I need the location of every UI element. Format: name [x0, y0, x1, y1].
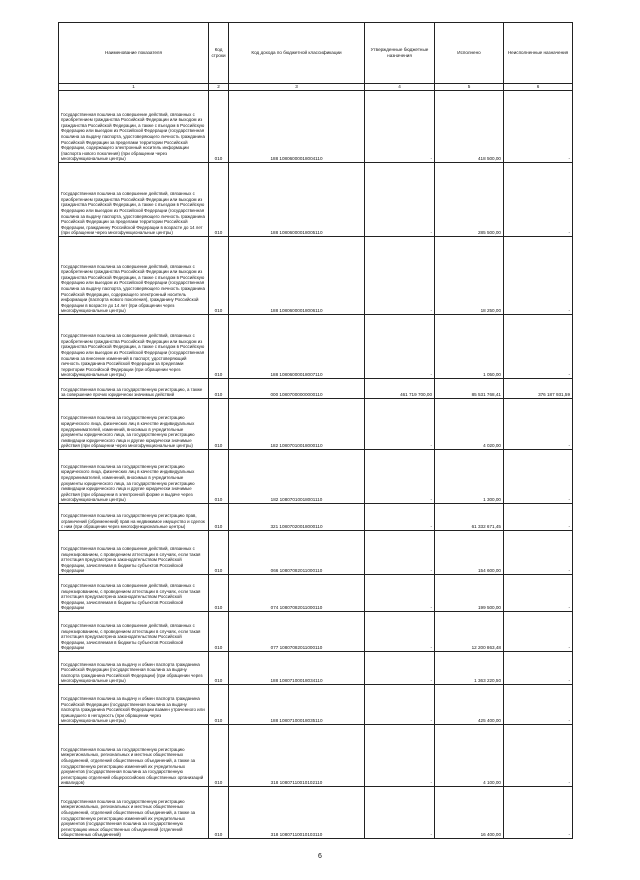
row-name: Государственная пошлина за государственную регистрацию прав, ограничений (обременений) прав на недвижимое имущество и сделок с ним (при обращении через многофункциональные центры): [59, 504, 209, 531]
row-name: Государственная пошлина за совершение действий, связанных с приобретением гражданства Российской Федерации или выходом из гражданства Российской Федерации, а также с въездом в Российскую Федерацию или выездом из Российской Федерации (государственная пошлина за внесение изменений в паспорт, удостоверяющий личность гражданина Российской Федерации за пределами территории Российской Федерации (при обращении через многофункциональные центры): [59, 315, 209, 379]
row-executed: 285 500,00: [435, 163, 504, 237]
row-code: 010: [209, 787, 229, 839]
row-code: 010: [209, 685, 229, 725]
column-number: 5: [435, 84, 504, 91]
row-executed: 4 020,00: [435, 399, 504, 450]
table-row: [59, 575, 573, 612]
page-number: 6: [318, 853, 322, 860]
header-executed: Исполнено: [435, 23, 504, 84]
header-code: Код строки: [209, 23, 229, 84]
row-approved: -: [365, 652, 435, 685]
table-row: [59, 163, 573, 237]
row-unexecuted: 376 187 931,59: [504, 379, 573, 399]
row-kbk: 188 10807100018035110: [229, 685, 365, 725]
row-approved: -: [365, 531, 435, 575]
row-name: Государственная пошлина за совершение действий, связанных с приобретением гражданства Российской Федерации или выходом из гражданства Российской Федерации, а также с въездом в Российскую Федерацию или выездом из Российской Федерации (государственная пошлина за выдачу паспорта, удостоверяющего личность гражданина Российской Федерации за пределами территории Российской Федерации, гражданину Российской Федерации в возрасте до 14 лет (при обращении через многофункциональные центры): [59, 163, 209, 237]
column-number: 4: [365, 84, 435, 91]
row-unexecuted: -: [504, 685, 573, 725]
table-row: [59, 450, 573, 504]
row-name: Государственная пошлина за совершение действий, связанных с приобретением гражданства Российской Федерации или выходом из гражданства Российской Федерации, а также с въездом в Российскую Федерацию или выездом из Российской Федерации (государственная пошлина за выдачу паспорта, удостоверяющего личность гражданина Российской Федерации за пределами территории Российской Федерации, содержащего электронный носитель информации (паспорта нового поколения) (при обращении через многофункциональные центры): [59, 91, 209, 163]
row-code: 010: [209, 531, 229, 575]
row-approved: -: [365, 787, 435, 839]
row-executed: 18 250,00: [435, 237, 504, 315]
row-code: 010: [209, 399, 229, 450]
table-row: [59, 725, 573, 787]
table-row: [59, 237, 573, 315]
table-row: [59, 504, 573, 531]
row-kbk: 000 10807000000000110: [229, 379, 365, 399]
row-approved: 461 719 700,00: [365, 379, 435, 399]
table-row: [59, 315, 573, 379]
row-executed: 85 531 768,41: [435, 379, 504, 399]
row-approved: -: [365, 575, 435, 612]
column-number: 2: [209, 84, 229, 91]
row-kbk: 182 10807010018001110: [229, 450, 365, 504]
row-executed: 199 500,00: [435, 575, 504, 612]
row-code: 010: [209, 652, 229, 685]
row-approved: -: [365, 399, 435, 450]
income-report-table: [58, 22, 573, 839]
row-approved: -: [365, 237, 435, 315]
row-code: 010: [209, 450, 229, 504]
row-unexecuted: -: [504, 504, 573, 531]
row-unexecuted: -: [504, 450, 573, 504]
row-kbk: 318 10807110010103110: [229, 787, 365, 839]
row-approved: -: [365, 163, 435, 237]
row-approved: -: [365, 612, 435, 652]
row-unexecuted: -: [504, 531, 573, 575]
row-approved: -: [365, 315, 435, 379]
row-executed: 1 363 220,50: [435, 652, 504, 685]
row-code: 010: [209, 91, 229, 163]
row-code: 010: [209, 612, 229, 652]
row-code: 010: [209, 504, 229, 531]
row-approved: -: [365, 725, 435, 787]
row-executed: 12 200 863,48: [435, 612, 504, 652]
column-number-row: [59, 84, 573, 91]
row-kbk: 188 10806000018004110: [229, 91, 365, 163]
row-kbk: 188 10806000018006110: [229, 237, 365, 315]
row-kbk: 188 10806000018005110: [229, 163, 365, 237]
row-kbk: 077 10807082011000110: [229, 612, 365, 652]
table-row: [59, 787, 573, 839]
column-number: 1: [59, 84, 209, 91]
row-approved: -: [365, 91, 435, 163]
row-name: Государственная пошлина за государственную регистрацию межрегиональных, региональных и местных общественных объединений, отделений общественных объединений, а также за государственную регистрацию изменений их учредительных документов (государственная пошлина за государственную регистрацию отделений общероссийских общественных организаций инвалидов): [59, 725, 209, 787]
header-approved: Утвержденные бюджетные назначения: [365, 23, 435, 84]
row-name: Государственная пошлина за совершение действий, связанных с приобретением гражданства Российской Федерации или выходом из гражданства Российской Федерации, а также с въездом в Российскую Федерацию или выездом из Российской Федерации (государственная пошлина за выдачу паспорта, удостоверяющего личность гражданина Российской Федерации, содержащего электронный носитель информации (паспорта нового поколения), гражданину Российской Федерации в возрасте до 14 лет (при обращении через многофункциональные центры): [59, 237, 209, 315]
row-executed: 1 300,00: [435, 450, 504, 504]
row-unexecuted: -: [504, 787, 573, 839]
row-unexecuted: -: [504, 575, 573, 612]
row-name: Государственная пошлина за выдачу и обмен паспорта гражданина Российской Федерации (государственная пошлина за выдачу паспорта гражданина Российской Федерации взамен утраченного или пришедшего в негодность (при обращении через многофункциональные центры): [59, 685, 209, 725]
row-kbk: 188 10806000018007110: [229, 315, 365, 379]
row-code: 010: [209, 379, 229, 399]
header-unexecuted: Неисполненные назначения: [504, 23, 573, 84]
table-row: [59, 379, 573, 399]
row-unexecuted: -: [504, 315, 573, 379]
table-row: [59, 399, 573, 450]
row-name: Государственная пошлина за совершение действий, связанных с лицензированием, с проведением аттестации в случаях, если такая аттестация предусмотрена законодательством Российской Федерации, зачисляемая в бюджеты субъектов Российской Федерации: [59, 575, 209, 612]
table-row: [59, 685, 573, 725]
row-approved: -: [365, 685, 435, 725]
column-number: 3: [229, 84, 365, 91]
row-executed: 1 050,00: [435, 315, 504, 379]
row-name: Государственная пошлина за государственную регистрацию, а также за совершение прочих юридически значимых действий: [59, 379, 209, 399]
row-executed: 16 400,00: [435, 787, 504, 839]
row-unexecuted: -: [504, 237, 573, 315]
row-name: Государственная пошлина за государственную регистрацию юридического лица, физических лиц в качестве индивидуальных предпринимателей, изменений, вносимых в учредительные документы юридического лица, за государственную регистрацию ликвидации юридического лица и другие юридически значимые действия (при обращении через многофункциональные центры): [59, 399, 209, 450]
row-kbk: 066 10807082011000110: [229, 531, 365, 575]
row-code: 010: [209, 163, 229, 237]
row-unexecuted: -: [504, 163, 573, 237]
row-executed: 4 100,00: [435, 725, 504, 787]
row-kbk: 074 10807082011000110: [229, 575, 365, 612]
row-unexecuted: -: [504, 399, 573, 450]
header-kbk: Код дохода по бюджетной классификации: [229, 23, 365, 84]
table-row: [59, 91, 573, 163]
row-unexecuted: -: [504, 612, 573, 652]
row-unexecuted: -: [504, 725, 573, 787]
column-number: 6: [504, 84, 573, 91]
row-name: Государственная пошлина за совершение действий, связанных с лицензированием, с проведением аттестации в случаях, если такая аттестация предусмотрена законодательством Российской Федерации, зачисляемая в бюджеты субъектов Российской Федерации: [59, 531, 209, 575]
row-unexecuted: -: [504, 91, 573, 163]
row-kbk: 188 10807100018034110: [229, 652, 365, 685]
row-approved: -: [365, 504, 435, 531]
table-row: [59, 652, 573, 685]
header-name: Наименование показателя: [59, 23, 209, 84]
row-executed: 61 332 671,45: [435, 504, 504, 531]
row-kbk: 321 10807020018000110: [229, 504, 365, 531]
row-code: 010: [209, 575, 229, 612]
table-header-row: [59, 23, 573, 84]
row-executed: 425 400,00: [435, 685, 504, 725]
row-kbk: 182 10807010018000110: [229, 399, 365, 450]
row-code: 010: [209, 237, 229, 315]
row-name: Государственная пошлина за выдачу и обмен паспорта гражданина Российской Федерации (государственная пошлина за выдачу паспорта гражданина Российской Федерации) (при обращении через многофункциональные центры): [59, 652, 209, 685]
row-approved: -: [365, 450, 435, 504]
row-name: Государственная пошлина за государственную регистрацию юридического лица, физических лиц в качестве индивидуальных предпринимателей, изменений, вносимых в учредительные документы юридического лица, за государственную регистрацию ликвидации юридического лица и другие юридически значимые действия (при обращении в электронной форме и выдаче через многофункциональные центры): [59, 450, 209, 504]
table-row: [59, 612, 573, 652]
table-row: [59, 531, 573, 575]
row-name: Государственная пошлина за государственную регистрацию межрегиональных, региональных и местных общественных объединений, отделений общественных объединений, а также за государственную регистрацию изменений их учредительных документов (государственная пошлина за государственную регистрацию иных общественных объединений (отделений общественных объединений): [59, 787, 209, 839]
row-code: 010: [209, 725, 229, 787]
row-name: Государственная пошлина за совершение действий, связанных с лицензированием, с проведением аттестации в случаях, если такая аттестация предусмотрена законодательством Российской Федерации, зачисляемая в бюджеты субъектов Российской Федерации: [59, 612, 209, 652]
row-kbk: 318 10807110010102110: [229, 725, 365, 787]
row-executed: 418 500,00: [435, 91, 504, 163]
row-unexecuted: -: [504, 652, 573, 685]
row-code: 010: [209, 315, 229, 379]
row-executed: 154 600,00: [435, 531, 504, 575]
